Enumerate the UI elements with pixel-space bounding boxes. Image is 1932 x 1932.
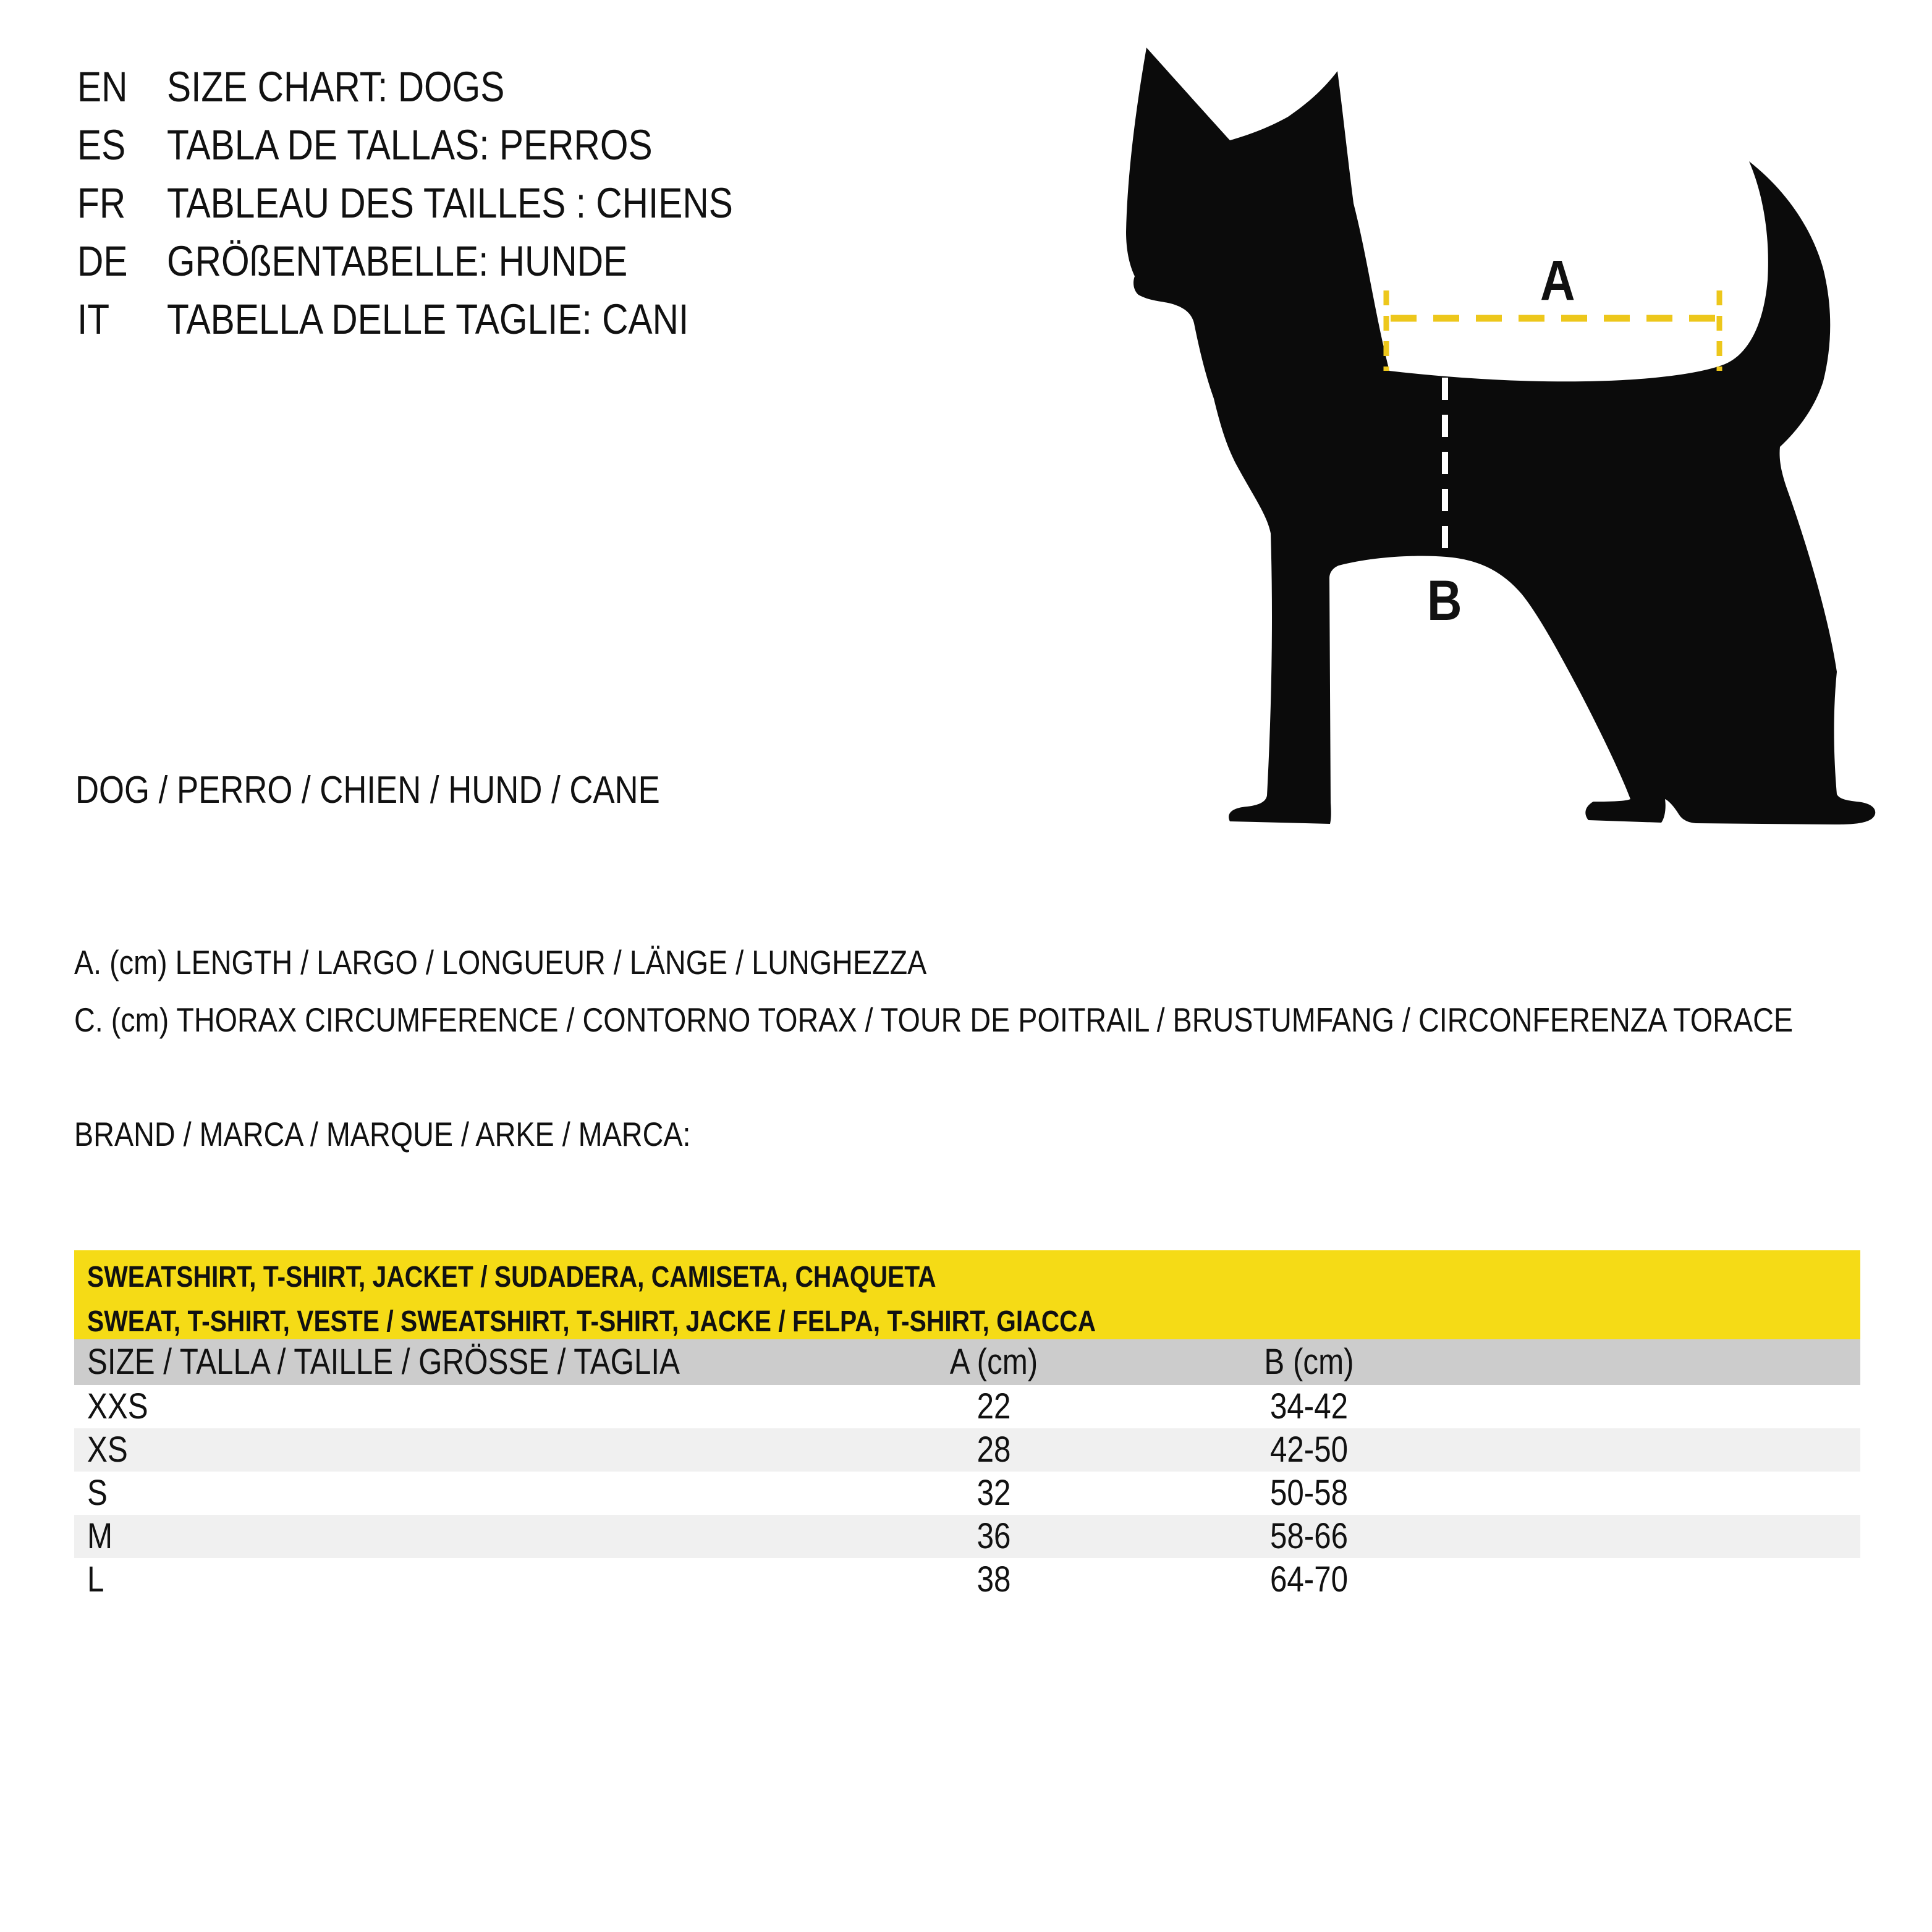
note-length [74,943,1077,981]
header-b-column: B (cm) [1264,1342,1354,1382]
measure-label-a-text: A [1540,249,1575,312]
page-title: SIZE CHART: DOGS [167,63,505,111]
b-value: 58-66 [1269,1516,1349,1556]
table-row [74,1515,1860,1558]
page-title-es: TABLA DE TALLAS: PERROS [167,121,653,169]
category-line-2: SWEAT, T-SHIRT, VESTE / SWEATSHIRT, T-SHIRT, JACKE / FELPA, T-SHIRT, GIACCA [87,1305,1096,1338]
size-value: M [87,1516,113,1556]
a-value: 38 [977,1559,1011,1599]
measure-label-b-text: B [1426,569,1462,632]
category-line-1: SWEATSHIRT, T-SHIRT, JACKET / SUDADERA, CAMISETA, CHAQUETA [87,1261,936,1294]
language-code: FR [77,179,126,227]
dog-measurement-diagram [1125,34,1891,831]
table-row [74,1385,1860,1428]
b-value: 50-58 [1269,1473,1349,1513]
note-length-text: A. (cm) LENGTH / LARGO / LONGUEUR / LÄNGE / LUNGHEZZA [74,943,927,981]
measure-label-a [1496,249,1619,312]
table-header-row [74,1339,1860,1385]
table-category-band [74,1250,1860,1339]
page-title-de: GRÖßENTABELLE: HUNDE [167,237,628,285]
size-value: XS [87,1430,128,1470]
header-size-column: SIZE / TALLA / TAILLE / GRÖSSE / TAGLIA [87,1342,680,1382]
a-value: 36 [977,1516,1011,1556]
language-row [0,237,989,289]
size-value: XXS [87,1386,148,1426]
dog-body-shape [1126,48,1875,824]
measure-label-b [1383,569,1506,632]
b-value: 64-70 [1269,1559,1349,1599]
b-value: 42-50 [1269,1430,1349,1470]
page-title-fr: TABLEAU DES TAILLES : CHIENS [167,179,733,227]
table-row [74,1558,1860,1601]
b-value: 34-42 [1269,1386,1349,1426]
table-row [74,1472,1860,1515]
size-value: S [87,1473,108,1513]
language-row [0,63,989,115]
note-thorax-text: C. (cm) THORAX CIRCUMFERENCE / CONTORNO TORAX / TOUR DE POITRAIL / BRUSTUMFANG / CIRCONFERENZA TORACE [74,1001,1794,1039]
size-table [74,1250,1860,1601]
language-code: IT [77,295,110,343]
table-row [74,1428,1860,1472]
a-value: 28 [977,1430,1011,1470]
dog-caption [75,771,763,810]
brand-label-text: BRAND / MARCA / MARQUE / ARKE / MARCA: [74,1115,691,1153]
language-row [0,295,989,347]
header-a-column: A (cm) [949,1342,1038,1382]
note-thorax [74,1003,1932,1037]
language-row [0,121,989,173]
size-value: L [87,1559,104,1599]
a-value: 32 [977,1473,1011,1513]
dog-silhouette-icon [1125,34,1891,831]
brand-label [74,1117,800,1151]
page-title-it: TABELLA DELLE TAGLIE: CANI [167,295,689,343]
language-row [0,179,989,231]
language-code: DE [77,237,128,285]
language-code: ES [77,121,126,169]
a-value: 22 [977,1386,1011,1426]
dog-caption-text: DOG / PERRO / CHIEN / HUND / CANE [75,769,660,811]
language-code: EN [77,63,128,111]
